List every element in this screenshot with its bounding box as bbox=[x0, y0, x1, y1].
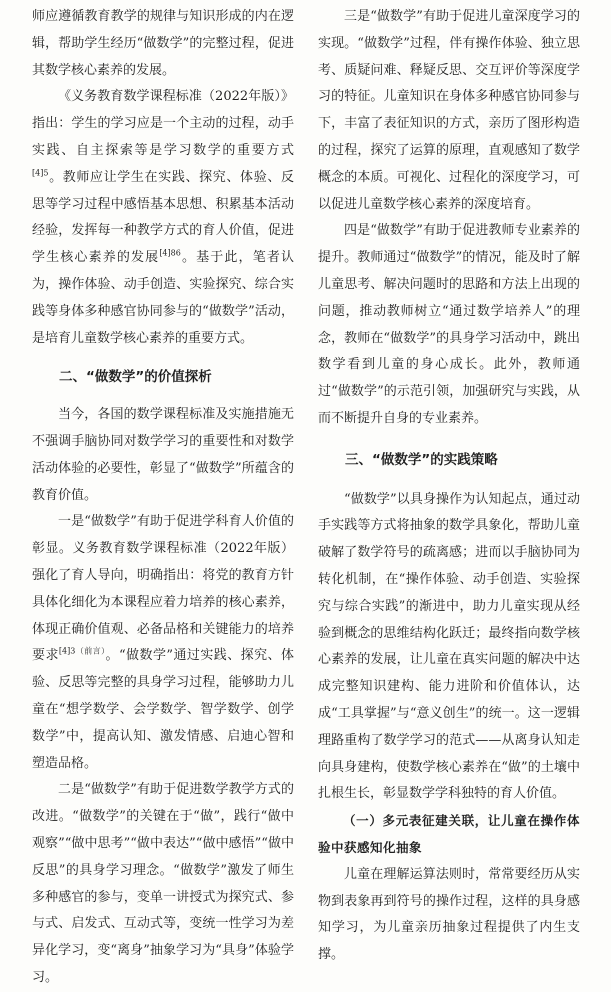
text-span: 一是“做数学”有助于促进学科育人价值的彰显。义务教育数学课程标准（2022年版）强化了育人导向，明确指出：将党的教育方针具体化细化为本课程应着力培养的核心素养，体现正确价值观、必备品格和关键能力的培养要求 bbox=[32, 514, 294, 664]
paragraph-value-one bbox=[32, 509, 294, 777]
subsection-heading: （一）多元表征建关联，让儿童在操作体验中获感知化抽象 bbox=[318, 813, 580, 855]
citation-ref: [4]3（前言） bbox=[58, 647, 106, 656]
left-column bbox=[32, 4, 294, 992]
section-heading-strategy: 三、“做数学”的实践策略 bbox=[345, 451, 498, 468]
citation-ref: [4]86 bbox=[159, 248, 181, 258]
text-span: 。基于此，笔者认为，操作体验、动手创造、实验探究、综合实践等身体多种感官协同参与的“做数学”活动，是培育儿童数学核心素养的重要方式。 bbox=[32, 250, 294, 346]
citation-ref: [4]5 bbox=[32, 168, 49, 178]
paragraph-subsection: 儿童在理解运算法则时，常常要经历从实物到表象再到符号的操作过程，这样的具身感知学习，为儿童亲历抽象过程提供了内生支撑。 bbox=[318, 866, 580, 963]
paragraph-curriculum-standard bbox=[32, 84, 294, 352]
paragraph-value-three: 三是“做数学”有助于促进儿童深度学习的实现。“做数学”过程，伴有操作体验、独立思考、质疑问难、释疑反思、交互评价等深度学习的特征。儿童知识在身体多种感官协同参与下，丰富了表征知识的方式，亲历了图形构造的过程，探究了运算的原理，直观感知了数学概念的本质。可视化、过程化的深度学习，可以促进儿童数学核心素养的深度培育。 bbox=[318, 9, 580, 212]
paragraph-intro-value: 当今，各国的数学课程标准及实施措施无不强调手脑协同对数学学习的重要性和对数学活动体验的必要性，彰显了“做数学”所蕴含的教育价值。 bbox=[32, 407, 294, 503]
right-column bbox=[318, 4, 580, 969]
text-span: 。教师应让学生在实践、探究、体验、反思等学习过程中感悟基本思想、积累基本活动经验，发挥每一种教学方式的育人价值，促进学生核心素养的发展 bbox=[32, 169, 294, 266]
paragraph-value-four: 四是“做数学”有助于促进教师专业素养的提升。教师通过“做数学”的情况，能及时了解儿童思考、解决问题时的思路和方法上出现的问题，推动教师树立“通过数学培养人”的理念，教师在“做数学”的具身学习活动中，跳出数学看到儿童的身心成长。此外，教师通过“做数学”的示范引领，加强研究与实践，从而不断提升自身的专业素养。 bbox=[318, 223, 580, 426]
paragraph-value-two: 二是“做数学”有助于促进数学教学方式的改进。“做数学”的关键在于“做”，践行“做中观察”“做中思考”“做中表达”“做中感悟”“做中反思”的具身学习理念。“做数学”激发了师生多种感官的参与，变单一讲授式为探究式、参与式、启发式、互动式等，变统一性学习为差异化学习，变“离身”抽象学习为“具身”体验学习。 bbox=[32, 782, 294, 985]
paragraph-continued: 师应遵循教育教学的规律与知识形成的内在逻辑，帮助学生经历“做数学”的完整过程，促进其数学核心素养的发展。 bbox=[32, 9, 294, 78]
section-heading-value: 二、“做数学”的价值探析 bbox=[59, 369, 212, 386]
text-span: 《义务教育数学课程标准（2022年版）》指出：学生的学习应是一个主动的过程，动手实践、自主探索等是学习数学的重要方式 bbox=[32, 89, 294, 158]
text-span: 。“做数学”通过实践、探究、体验、反思等完整的具身学习过程，能够助力儿童在“想学数学、会学数学、智学数学、创学数学”中，提高认知、激发情感、启迪心智和塑造品格。 bbox=[32, 648, 295, 771]
paragraph-strategy-intro: “做数学”以具身操作为认知起点，通过动手实践等方式将抽象的数学具象化，帮助儿童破解了数学符号的疏离感；进而以手脑协同为转化机制，在“操作体验、动手创造、实验探究与综合实践”的渐进中，助力儿童实现从经验到概念的思维结构化跃迁；最终指向数学核心素养的发展，让儿童在真实问题的解决中达成完整知识建构、能力进阶和价值体认，达成“工具掌握”与“意义创生”的统一。这一逻辑理路重构了数学学习的范式——从离身认知走向具身建构，使数学核心素养在“做”的土壤中扎根生长，彰显数学学科独特的育人价值。 bbox=[318, 491, 580, 802]
